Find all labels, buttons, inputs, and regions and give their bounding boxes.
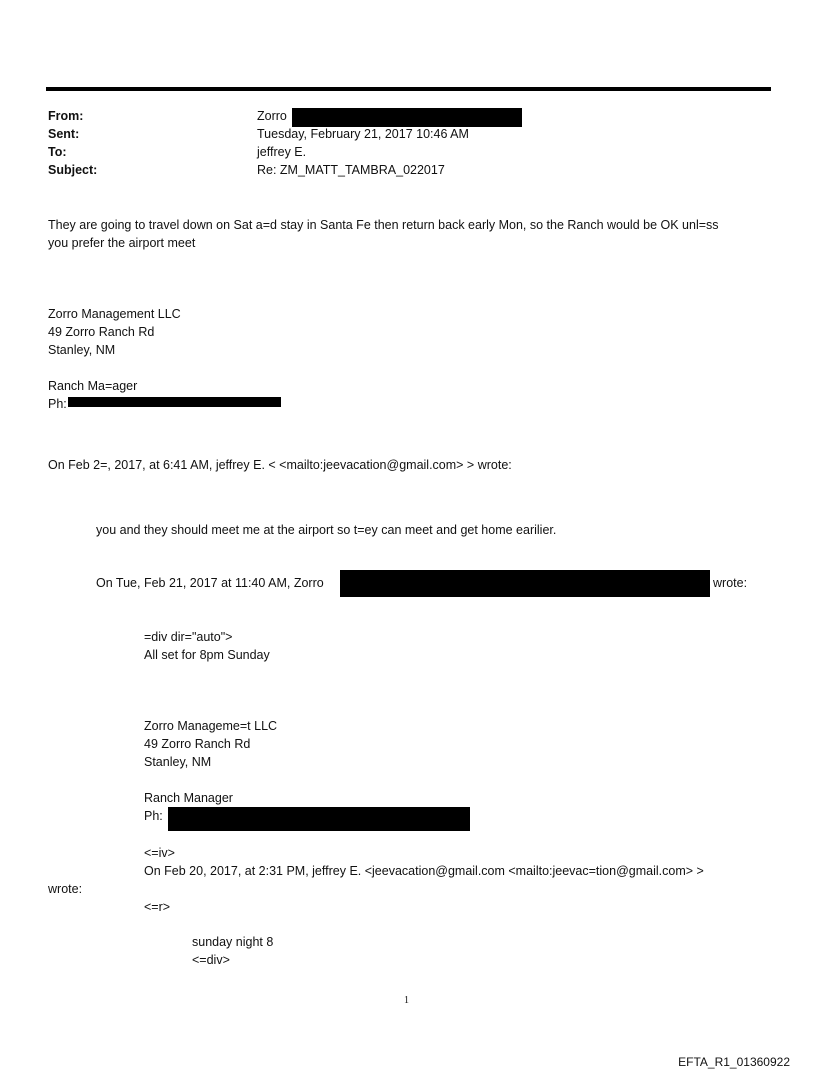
from-value: Zorro <box>257 109 287 123</box>
redaction-quote2-sender <box>340 570 710 597</box>
to-label: To: <box>48 145 67 159</box>
signature2-title: Ranch Manager <box>144 791 233 805</box>
signature-title: Ranch Ma=ager <box>48 379 138 393</box>
subject-value: Re: ZM_MATT_TAMBRA_022017 <box>257 163 445 177</box>
signature-city: Stanley, NM <box>48 343 116 357</box>
signature2-phone-label: Ph: <box>144 809 163 823</box>
signature2-city: Stanley, NM <box>144 755 212 769</box>
quote2-div-tag: =div dir="auto"> <box>144 630 233 644</box>
quote2-intro-start: On Tue, Feb 21, 2017 at 11:40 AM, Zorro <box>96 576 324 590</box>
redaction-phone-1 <box>68 397 281 407</box>
from-label: From: <box>48 109 84 123</box>
sent-label: Sent: <box>48 127 80 141</box>
quote2-text: All set for 8pm Sunday <box>144 648 270 662</box>
body-para-line1: They are going to travel down on Sat a=d stay in Santa Fe then return back early Mon, so the Ranch would be OK unl=ss <box>48 218 719 232</box>
sent-value: Tuesday, February 21, 2017 10:46 AM <box>257 127 469 141</box>
redaction-from-email <box>292 108 522 127</box>
body-para-line2: you prefer the airport meet <box>48 236 196 250</box>
document-id: EFTA_R1_01360922 <box>678 1055 790 1069</box>
quote3-text: sunday night 8 <box>192 935 274 949</box>
signature-phone-label: Ph: <box>48 397 67 411</box>
header-rule <box>46 87 771 91</box>
quote1-text: you and they should meet me at the airport so t=ey can meet and get home earilier. <box>96 523 557 537</box>
page-number: 1 <box>404 995 409 1006</box>
subject-label: Subject: <box>48 163 98 177</box>
quote2-intro-end: wrote: <box>713 576 748 590</box>
signature-company: Zorro Management LLC <box>48 307 181 321</box>
to-value: jeffrey E. <box>257 145 307 159</box>
redaction-phone-2 <box>168 807 470 831</box>
quote3-wrote: wrote: <box>48 882 83 896</box>
signature-address: 49 Zorro Ranch Rd <box>48 325 155 339</box>
signature2-company: Zorro Manageme=t LLC <box>144 719 278 733</box>
signature2-address: 49 Zorro Ranch Rd <box>144 737 251 751</box>
quote3-div-tag: <=div> <box>192 953 230 967</box>
quote3-intro: On Feb 20, 2017, at 2:31 PM, jeffrey E. <jeevacation@gmail.com <mailto:jeevac=tion@gmail.com> > <box>144 864 704 878</box>
quote1-intro: On Feb 2=, 2017, at 6:41 AM, jeffrey E. < <mailto:jeevacation@gmail.com> > wrote: <box>48 458 512 472</box>
quote3-br-tag: <=r> <box>144 900 171 914</box>
quote2-end-div: <=iv> <box>144 846 175 860</box>
